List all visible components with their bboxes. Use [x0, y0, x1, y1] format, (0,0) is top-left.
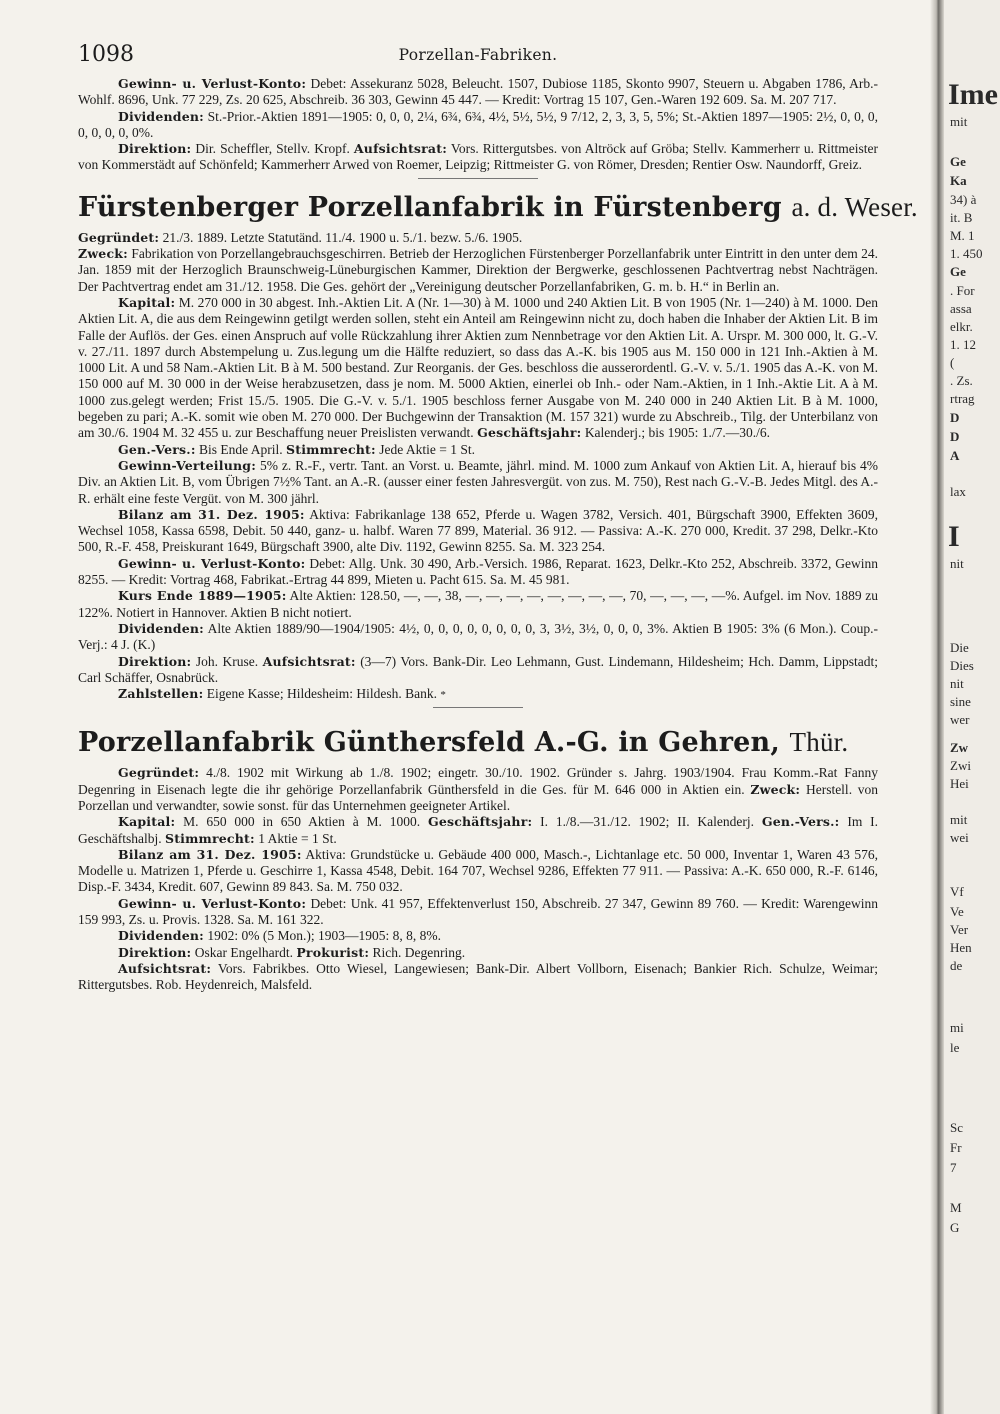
company-heading: [78, 726, 878, 759]
facing-page-fragment: . For: [950, 283, 975, 298]
facing-page-fragment: Zwi: [950, 758, 971, 773]
facing-page-fragment: I: [948, 520, 960, 553]
company-name: Porzellanfabrik Günthersfeld A.-G. in Gehren,: [78, 727, 780, 759]
profit-loss-text: Debet: Unk. 41 957, Effektenverlust 150, Abschreib. 27 347, Gewinn 89 760. — Kredit: Warengewinn 159 993, Zs. u. Provis. 1328. Sa. M. 161 322.: [78, 895, 879, 928]
text-column: [78, 36, 918, 994]
founded-text: 4./8. 1902 mit Wirkung ab 1./8. 1902; eingetr. 30./10. 1902. Gründer s. Jahrg. 1903/1904. Frau Komm.-Rat Fanny Degenring in Eisenach legte die ihr gehörige Porzellanfabrik Günthersfeld in die Ges. für M. 646 000 in Aktien ein.: [78, 765, 878, 797]
facing-page-fragment: M: [950, 1200, 962, 1215]
facing-page-fragment: G: [950, 1220, 960, 1235]
facing-page-fragment: wer: [950, 712, 970, 727]
authorized-officer-label: Prokurist:: [296, 944, 370, 960]
dividends-label: Dividenden:: [118, 108, 204, 124]
facing-page-fragment: Ge: [950, 264, 966, 279]
fiscal-year-text: Kalenderj.; bis 1905: 1./7.—30./6.: [584, 425, 771, 441]
facing-page-fragment: mit: [950, 114, 968, 129]
capital-text: M. 270 000 in 30 abgest. Inh.-Aktien Lit. A (Nr. 1—30) à M. 1000 und 240 Aktien Lit. B von 1905 (Nr. 1—240) à M. 1000. Den Aktien Lit. A, die aus dem Reingewinn getilgt werden sollen, steht ein Anteil am Reingewinn nicht zu, doch haben die Inhaber der Aktien Lit. B im Falle der Auflös. der Ges. einen Anspruch auf volle Rückzahlung ihrer Aktien zum Nennbetrage vor den Aktien Lit. A. Urspr. M. 300 000, lt. G.-V. v. 27./11. 1897 durch Abstempelung u. Zus.legung um die Hälfte reduziert, so dass das A.-K. bis 1905 aus M. 150 000 in 121 Inh.-Aktien à M. 1000 Lit. A und 58 Nam.-Aktien Lit. B à M. 500 bestand. Zur Reorganis. der Ges. beschloss die ausserordentl. G.-V. v. 5./1. 1905 das A.-K. von M. 150 000 auf M. 30 000 in der Weise herabzusetzen, dass je nom. M. 5000 Aktien, einerlei ob Inh.- oder Nam.-Aktien, in 1 Inh.-Aktie Lit. A à M. 1000 zus.gelegt werden; Frist 15./5. 1905. Die G.-V. v. 5./1. 1905 beschloss ferner Ausgabe von M. 240 000 in 240 Aktien Lit. B à M. 1000, begeben zu pari; A.-K. somit wie oben M. 270 000. Der Buchgewinn der Transaktion (M. 157 321) wurde zu Abschreib., Tilg. der Unterbilanz von am 30./6. 1904 M. 32 455 u. zur Beschaffung neuer Preislisten verwandt.: [78, 294, 878, 441]
facing-page-fragment: rtrag: [950, 391, 975, 406]
dividends-text: 1902: 0% (5 Mon.); 1903—1905: 8, 8, 8%.: [207, 928, 441, 944]
fiscal-year-text: I. 1./8.—31./12. 1902; II. Kalenderj.: [540, 814, 755, 830]
voting-right-text: Jede Aktie = 1 St.: [379, 441, 475, 457]
entry-guenthersfeld: [78, 726, 878, 993]
facing-page-fragment: 34) à: [950, 192, 977, 207]
supervisory-board-paragraph: [78, 961, 878, 994]
management-text: Joh. Kruse.: [195, 653, 259, 669]
facing-page-fragment: Die: [950, 640, 969, 655]
balance-text: Aktiva: Grundstücke u. Gebäude 400 000, Masch.-, Lichtanlage etc. 50 000, Inventar 1, Waren 43 576, Modelle u. Matrizen 1, Pferde u. Geschirre 1, Kassa 4548, Debit. 164 707, Wechsel 9286, Effekten 77 911. — Passiva: A.-K. 650 000, R.-F. 6146, Disp.-F. 3434, Kredit. 607, Gewinn 89 843. Sa. M. 750 032.: [78, 846, 878, 895]
facing-page-fragment: le: [950, 1040, 960, 1055]
dividends-paragraph: [78, 621, 878, 654]
founded-paragraph: [78, 765, 878, 814]
profit-loss-paragraph: [78, 76, 878, 109]
purpose-label: Zweck:: [750, 781, 801, 797]
dividends-text: St.-Prior.-Aktien 1891—1905: 0, 0, 0, 2¼, 6¾, 6¾, 4½, 5½, 5½, 9 7/12, 2, 3, 3, 5, 5%; St.-Aktien 1897—1905: 2½, 0, 0, 0, 0, 0, 0, 0, 0%.: [78, 108, 879, 140]
facing-page-fragment: M. 1: [950, 228, 975, 243]
fiscal-year-label: Geschäftsjahr:: [477, 425, 582, 441]
facing-page-fragment: Sc: [950, 1120, 963, 1135]
purpose-text: Fabrikation von Porzellangebrauchsgeschirren. Betrieb der Herzoglichen Fürstenberger Porzellanfabrik unter Eintritt in den unter dem 24. Jan. 1859 mit der Herzoglich Braunschweig-Lüneburgischen Kammer, Direktion der Bergwerke, geschlossenen Pachtvertrag nebst Nachträgen. Der Pachtvertrag endet am 31./12. 1958. Die Ges. gehört der „Vereinigung deutscher Porzellanfabriken, G. m. b. H.“ in Berlin an.: [78, 246, 878, 294]
facing-page-fragment: D: [950, 429, 960, 444]
facing-page-fragment: Zw: [950, 740, 969, 755]
footnote-star: *: [440, 689, 446, 702]
balance-label: Bilanz am 31. Dez. 1905:: [118, 506, 305, 522]
facing-page-fragment: nit: [950, 556, 964, 571]
supervisory-board-text: Vors. Rittergutsbes. von Altröck auf Gröba; Stellv. Kammerherr u. Rittmeister von Kommerstädt auf Schönfeld; Kammerherr Arwed von Roemer, Leipzig; Rittmeister G. von Römer, Dresden; Rentier Osw. Naundorff, Greiz.: [78, 141, 879, 173]
entry-fuerstenberg: [78, 191, 918, 704]
profit-loss-label: Gewinn- u. Verlust-Konto:: [118, 895, 307, 911]
company-name: Fürstenberger Porzellanfabrik in Fürstenberg: [78, 191, 782, 223]
facing-page-fragment: Fr: [950, 1140, 962, 1155]
supervisory-board-text: Vors. Fabrikbes. Otto Wiesel, Langewiesen; Bank-Dir. Albert Vollborn, Eisenach; Bankier Rich. Schulze, Weimar; Rittergutsbes. Rob. Heydenreich, Malsfeld.: [78, 960, 878, 993]
page-number: 1098: [78, 42, 134, 67]
dividends-label: Dividenden:: [118, 928, 204, 944]
section-divider: [433, 707, 523, 708]
balance-paragraph: [78, 507, 878, 556]
facing-page-edge: [944, 0, 1000, 1414]
general-meeting-text: Bis Ende April.: [199, 441, 283, 457]
running-title: Porzellan-Fabriken.: [398, 46, 558, 64]
voting-right-label: Stimmrecht:: [286, 441, 376, 457]
supervisory-board-text: (3—7) Vors. Bank-Dir. Leo Lehmann, Gust. Lindemann, Hildesheim; Hch. Damm, Lippstadt; Carl Schäffer, Osnabrück.: [78, 653, 879, 685]
dividends-paragraph: [78, 109, 878, 142]
general-meeting-label: Gen.-Vers.:: [761, 814, 840, 830]
facing-page-fragment: Ka: [950, 173, 967, 188]
facing-page-fragment: A: [950, 448, 960, 463]
facing-page-fragment: . Zs.: [950, 373, 973, 388]
book-gutter: [930, 0, 944, 1414]
founded-label: Gegründet:: [118, 765, 200, 781]
facing-page-fragment: elkr.: [950, 319, 973, 334]
management-label: Direktion:: [118, 141, 192, 157]
dividends-label: Dividenden:: [118, 620, 204, 636]
management-paragraph: [78, 654, 878, 687]
facing-page-fragment: Ime: [948, 78, 998, 111]
facing-page-fragment: Hei: [950, 776, 969, 791]
capital-label: Kapital:: [118, 294, 176, 310]
purpose-text: Herstell. von Porzellan und verwandter, sowie sonst. für das Unternehmen geeigneter Artikel.: [78, 781, 879, 813]
facing-page-fragment: assa: [950, 301, 972, 316]
fiscal-year-label: Geschäftsjahr:: [427, 814, 533, 830]
facing-page-fragment: nit: [950, 676, 964, 691]
facing-page-fragment: Ver: [950, 922, 969, 937]
management-label: Direktion:: [118, 944, 192, 960]
facing-page-fragment: wei: [950, 830, 969, 845]
share-price-text: Alte Aktien: 128.50, —, —, 38, —, —, —, —, —, —, —, —, 70, —, —, —, —%. Aufgel. im Nov. 1889 zu 122%. Notiert in Hannover. Aktien B nicht notiert.: [78, 588, 878, 620]
profit-loss-paragraph: [78, 556, 878, 589]
purpose-label: Zweck:: [78, 246, 128, 262]
entry-previous: [78, 76, 878, 174]
capital-label: Kapital:: [118, 814, 176, 830]
profit-loss-label: Gewinn- u. Verlust-Konto:: [118, 76, 307, 91]
profit-loss-label: Gewinn- u. Verlust-Konto:: [118, 555, 306, 571]
purpose-paragraph: [78, 246, 878, 295]
management-paragraph: [78, 141, 878, 174]
paying-agents-paragraph: [78, 686, 878, 703]
profit-loss-text: Debet: Assekuranz 5028, Beleucht. 1507, Dubiose 1185, Skonto 9907, Steuern u. Abgaben 1786, Arb.-Wohlf. 8696, Unk. 77 229, Zs. 20 625, Abschreib. 36 303, Gewinn 45 447. — Kredit: Vortrag 15 107, Gen.-Waren 192 609. Sa. M. 207 717.: [78, 76, 878, 108]
facing-page-fragment: 1. 12: [950, 337, 976, 352]
dividends-paragraph: [78, 928, 878, 944]
facing-page-fragment: Hen: [950, 940, 972, 955]
dividends-text: Alte Aktien 1889/90—1904/1905: 4½, 0, 0, 0, 0, 0, 0, 0, 0, 3, 3½, 3½, 0, 0, 0, 3%. Aktien B 1905: 3% (6 Mon.). Coup.-Verj.: 4 J. (K.): [78, 620, 878, 653]
supervisory-board-label: Aufsichtsrat:: [118, 960, 212, 976]
facing-page-fragment: sine: [950, 694, 971, 709]
page-header: [78, 36, 878, 76]
company-location: Thür.: [789, 727, 849, 758]
paying-agents-label: Zahlstellen:: [118, 686, 204, 702]
facing-page-fragment: 7: [950, 1160, 957, 1175]
facing-page-fragment: 1. 450: [950, 246, 983, 261]
facing-page-fragment: (: [950, 355, 955, 370]
facing-page-fragment: Ve: [950, 904, 964, 919]
capital-paragraph: [78, 814, 878, 847]
balance-label: Bilanz am 31. Dez. 1905:: [118, 846, 302, 862]
company-location: a. d. Weser.: [791, 191, 918, 222]
share-price-label: Kurs Ende 1889—1905:: [118, 588, 287, 604]
profit-distribution-paragraph: [78, 458, 878, 507]
general-meeting-paragraph: [78, 442, 878, 458]
voting-right-text: 1 Aktie = 1 St.: [258, 830, 337, 846]
facing-page-fragment: Ge: [950, 154, 966, 169]
facing-page-fragment: it. B: [950, 210, 973, 225]
general-meeting-text: Im I. Geschäftshalbj.: [78, 814, 879, 846]
profit-loss-text: Debet: Allg. Unk. 30 490, Arb.-Versich. 1986, Reparat. 1623, Delkr.-Kto 252, Abschreib. 3372, Gewinn 8255. — Kredit: Vortrag 468, Fabrikat.-Ertrag 44 899, Mieten u. Pacht 615. Sa. M. 45 981.: [78, 555, 879, 588]
management-label: Direktion:: [118, 653, 192, 669]
paying-agents-text: Eigene Kasse; Hildesheim: Hildesh. Bank.: [206, 686, 437, 702]
facing-page-fragment: de: [950, 958, 963, 973]
general-meeting-label: Gen.-Vers.:: [118, 441, 196, 457]
section-divider: [418, 178, 538, 179]
voting-right-label: Stimmrecht:: [164, 830, 255, 846]
capital-paragraph: [78, 295, 878, 442]
balance-paragraph: [78, 847, 878, 896]
profit-distribution-text: 5% z. R.-F., vertr. Tant. an Vorst. u. Beamte, jährl. mind. M. 1000 zum Ankauf von Aktien Lit. A, hierauf bis 4% Div. an Aktien Lit. B, vom Übrigen 7½% Tant. an A.-R. (ausser einer festen Jahresvergüt. von zus. M. 750), Rest nach G.-V.-B. Jedes Mitgl. des A.-R. erhält eine feste Vergüt. von M. 300 jährl.: [78, 457, 879, 506]
management-text: Oskar Engelhardt.: [194, 944, 293, 960]
management-paragraph: [78, 945, 878, 961]
facing-page-fragment: mit: [950, 812, 968, 827]
founded-label: Gegründet:: [78, 229, 160, 245]
balance-text: Aktiva: Fabrikanlage 138 652, Pferde u. Wagen 3782, Versich. 401, Bürgschaft 3900, Effekten 3609, Wechsel 1058, Kassa 6598, Debit. 50 440, ganz- u. halbf. Waren 77 899, Material. 36 912. — Passiva: A.-K. 270 000, Kredit. 37 298, Delkr.-Kto 500, R.-F. 458, Preiskurant 1649, Bürgschaft 3900, alte Div. 1192, Gewinn 8255. Sa. M. 323 254.: [78, 506, 879, 555]
facing-page-fragment: Vf: [950, 884, 964, 899]
facing-page-fragment: mi: [950, 1020, 964, 1035]
share-price-paragraph: [78, 588, 878, 621]
facing-page-fragment: D: [950, 410, 960, 425]
facing-page-fragment: lax: [950, 484, 966, 499]
company-heading: [78, 191, 918, 224]
facing-page-fragment: Dies: [950, 658, 974, 673]
supervisory-board-label: Aufsichtsrat:: [353, 141, 448, 157]
capital-text: M. 650 000 in 650 Aktien à M. 1000.: [183, 814, 421, 830]
founded-paragraph: [78, 230, 878, 246]
founded-text: 21./3. 1889. Letzte Statutänd. 11./4. 1900 u. 5./1. bezw. 5./6. 1905.: [162, 229, 523, 245]
management-text: Dir. Scheffler, Stellv. Kropf.: [195, 141, 350, 157]
profit-distribution-label: Gewinn-Verteilung:: [118, 457, 257, 473]
profit-loss-paragraph: [78, 896, 878, 929]
authorized-officer-text: Rich. Degenring.: [372, 944, 466, 960]
supervisory-board-label: Aufsichtsrat:: [262, 653, 356, 669]
